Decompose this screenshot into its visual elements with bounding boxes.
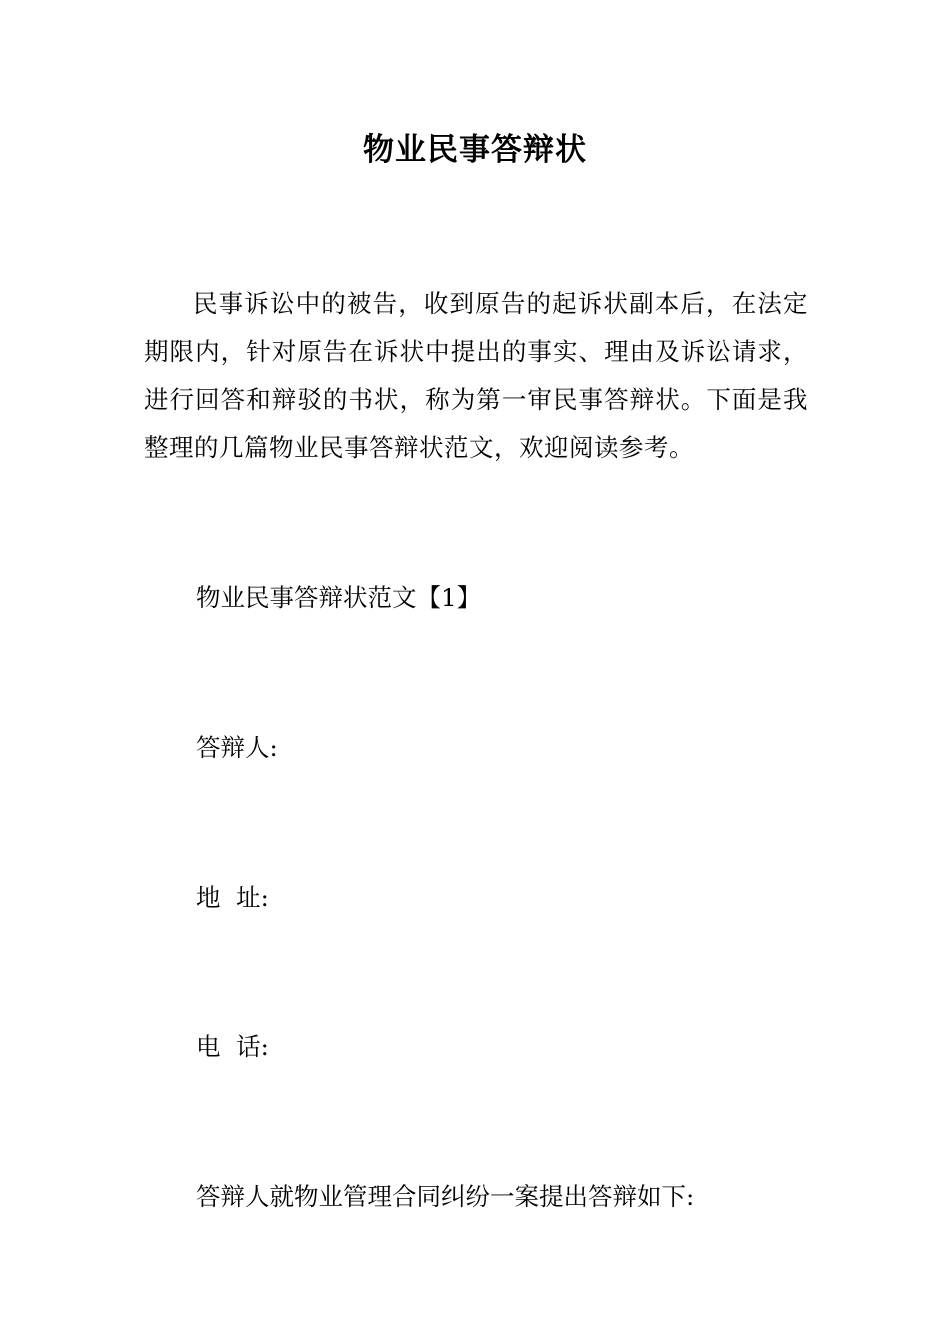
section-heading: 物业民事答辩状范文【1】 <box>196 583 482 612</box>
respondent-label: 答辩人: <box>196 733 278 762</box>
intro-paragraph: 民事诉讼中的被告，收到原告的起诉状副本后，在法定期限内，针对原告在诉状中提出的事实、理由及诉讼请求，进行回答和辩驳的书状，称为第一审民事答辩状。下面是我整理的几篇物业民事答辩状范文，欢迎阅读参考。 <box>144 289 808 462</box>
address-label: 地 址: <box>196 883 269 912</box>
document-title: 物业民事答辩状 <box>363 132 587 168</box>
phone-label: 电 话: <box>196 1032 269 1061</box>
defense-statement: 答辩人就物业管理合同纠纷一案提出答辩如下: <box>196 1182 695 1211</box>
